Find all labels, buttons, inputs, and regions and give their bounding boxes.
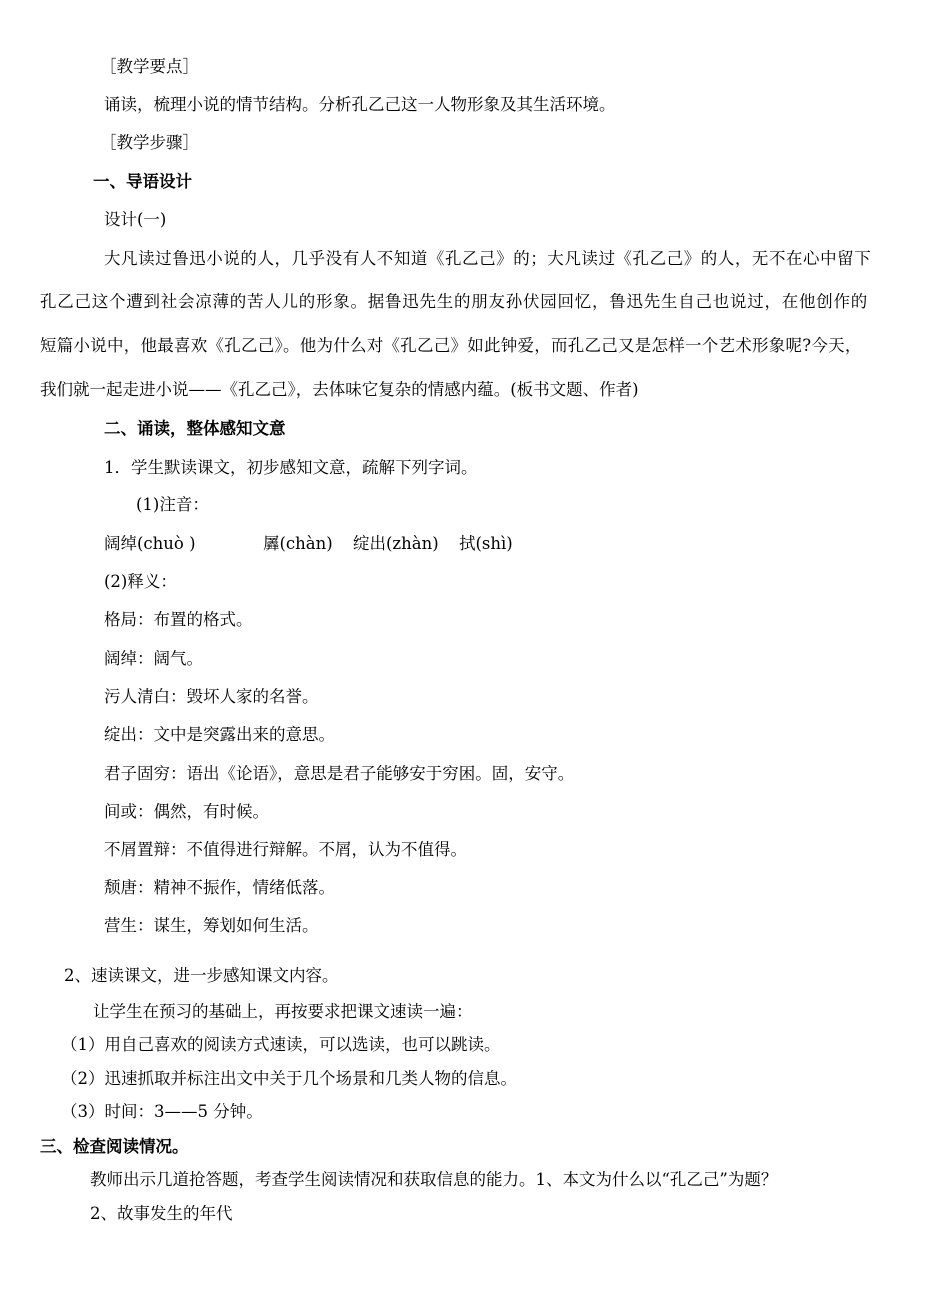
definition-item: 君子固穷：语出《论语》，意思是君子能够安于穷困。固，安守。 — [104, 764, 575, 783]
intro-paragraph-line: 大凡读过鲁迅小说的人，几乎没有人不知道《孔乙己》的；大凡读过《孔乙己》的人，无不在心中留下 — [104, 249, 872, 268]
intro-paragraph-line: 短篇小说中，他最喜欢《孔乙己》。他为什么对《孔乙己》如此钟爱，而孔乙己又是怎样一个艺术形象呢?今天， — [40, 336, 862, 355]
question-2: 2、故事发生的年代 — [90, 1204, 233, 1223]
pronunciation-item: 拭(shì) — [459, 534, 513, 553]
definition-item: 污人清白：毁坏人家的名誉。 — [104, 687, 319, 706]
intro-paragraph-line: 孔乙己这个遭到社会凉薄的苦人儿的形象。据鲁迅先生的朋友孙伏园回忆，鲁迅先生自己也说过，在他创作的 — [40, 292, 868, 311]
definition-item: 营生：谋生，筹划如何生活。 — [104, 916, 319, 935]
reading-requirement: （2）迅速抓取并标注出文中关于几个场景和几类人物的信息。 — [61, 1069, 517, 1088]
item-2-text: 2、速读课文，进一步感知课文内容。 — [64, 966, 339, 985]
definition-item: 间或：偶然，有时候。 — [104, 802, 269, 821]
section-2-heading: 二、诵读，整体感知文意 — [104, 419, 286, 438]
key-points-heading: ［教学要点］ — [100, 57, 199, 76]
key-points-text: 诵读，梳理小说的情节结构。分析孔乙己这一人物形象及其生活环境。 — [104, 95, 616, 114]
intro-paragraph-line: 我们就一起走进小说——《孔乙己》，去体味它复杂的情感内蕴。(板书文题、作者) — [40, 380, 639, 399]
definition-item: 阔绰：阔气。 — [104, 649, 203, 668]
section-3-heading: 三、检查阅读情况。 — [40, 1137, 189, 1156]
definition-label: (2)释义： — [104, 572, 177, 591]
pronunciation-item: 羼(chàn) — [263, 534, 333, 553]
pronunciation-item: 绽出(zhàn) — [353, 534, 439, 553]
definition-item: 不屑置辩：不值得进行辩解。不屑，认为不值得。 — [104, 840, 467, 859]
item-1-text: 1．学生默读课文，初步感知文意，疏解下列字词。 — [104, 458, 478, 477]
pronunciation-label: (1)注音： — [136, 495, 209, 514]
definition-item: 格局：布置的格式。 — [104, 610, 253, 629]
item-2-intro: 让学生在预习的基础上，再按要求把课文速读一遍： — [93, 1002, 473, 1021]
section-1-heading: 一、导语设计 — [93, 172, 192, 191]
steps-heading: ［教学步骤］ — [100, 133, 199, 152]
pronunciation-list — [0, 536, 950, 556]
section-3-paragraph: 教师出示几道抢答题，考查学生阅读情况和获取信息的能力。1、本文为什么以“孔乙己”为题？ — [90, 1170, 778, 1189]
pronunciation-item: 阔绰(chuò ) — [104, 534, 196, 553]
reading-requirement: （1）用自己喜欢的阅读方式速读，可以选读，也可以跳读。 — [61, 1035, 501, 1054]
reading-requirement: （3）时间：3——5 分钟。 — [61, 1102, 263, 1121]
section-1-subheading: 设计(一) — [104, 210, 167, 229]
definition-item: 颓唐：精神不振作，情绪低落。 — [104, 878, 335, 897]
definition-item: 绽出：文中是突露出来的意思。 — [104, 725, 335, 744]
